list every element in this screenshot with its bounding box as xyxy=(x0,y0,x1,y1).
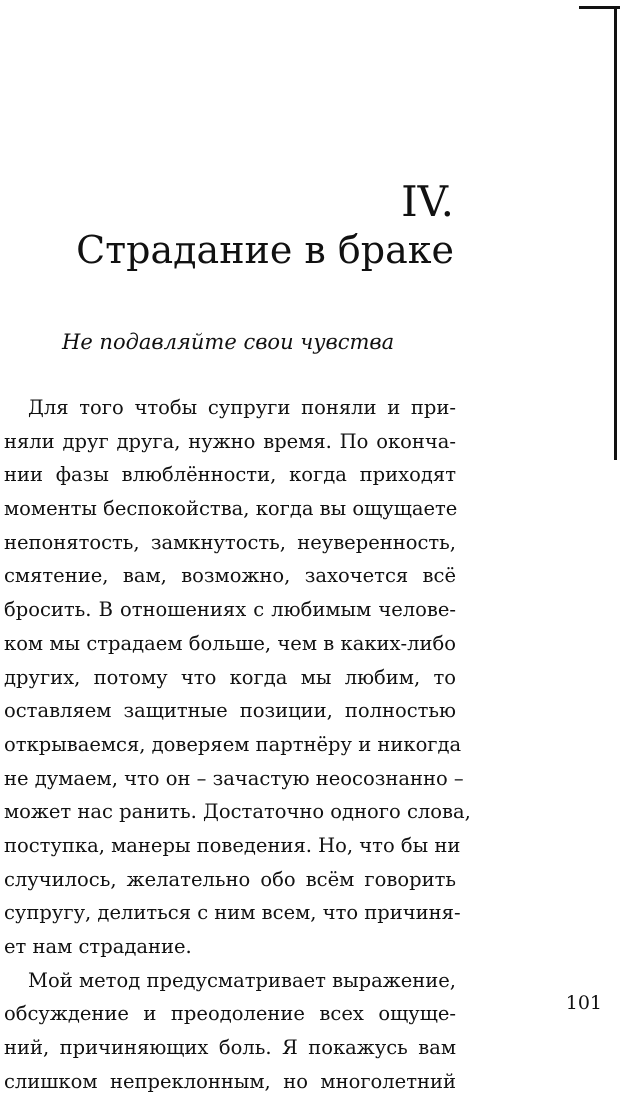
page-number: 101 xyxy=(565,992,602,1014)
text-line: Для того чтобы супруги поняли и при- xyxy=(28,396,456,419)
page-edge-tab-side xyxy=(614,6,617,460)
text-line: непонятость, замкнутость, неуверенность, xyxy=(4,530,456,554)
text-line: нии фазы влюблённости, когда приходят xyxy=(4,463,456,487)
text-line: ний, причиняющих боль. Я покажусь вам xyxy=(4,1036,456,1060)
chapter-number: IV. xyxy=(401,177,454,226)
text-line: няли друг друга, нужно время. По оконча- xyxy=(4,429,456,453)
text-line: других, потому что когда мы любим, то xyxy=(4,665,456,689)
text-line: поступка, манеры поведения. Но, что бы ни xyxy=(4,833,461,857)
body-text xyxy=(4,391,471,1098)
text-line: бросить. В отношениях с любимым челове- xyxy=(4,598,456,622)
text-line: ет нам страдание. xyxy=(4,935,192,958)
text-line: может нас ранить. Достаточно одного слова, xyxy=(4,800,471,824)
section-heading: Не подавляйте свои чувства xyxy=(62,330,395,354)
text-line: оставляем защитные позиции, полностью xyxy=(4,699,456,723)
chapter-title: Страдание в браке xyxy=(76,228,454,272)
text-line: супругу, делиться с ним всем, что причиня- xyxy=(4,901,461,925)
text-line: открываемся, доверяем партнёру и никогда xyxy=(4,732,462,756)
text-line: случилось, желательно обо всём говорить xyxy=(4,867,456,891)
text-line: смятение, вам, возможно, захочется всё xyxy=(4,564,456,588)
text-line: не думаем, что он – зачастую неосознанно – xyxy=(4,766,464,790)
text-line: обсуждение и преодоление всех ощуще- xyxy=(4,1002,456,1026)
text-line: моменты беспокойства, когда вы ощущаете xyxy=(4,497,458,521)
text-line: Мой метод предусматривает выражение, xyxy=(28,968,456,992)
text-line: ком мы страдаем больше, чем в каких-либо xyxy=(4,631,456,655)
text-line: слишком непреклонным, но многолетний xyxy=(4,1069,456,1093)
